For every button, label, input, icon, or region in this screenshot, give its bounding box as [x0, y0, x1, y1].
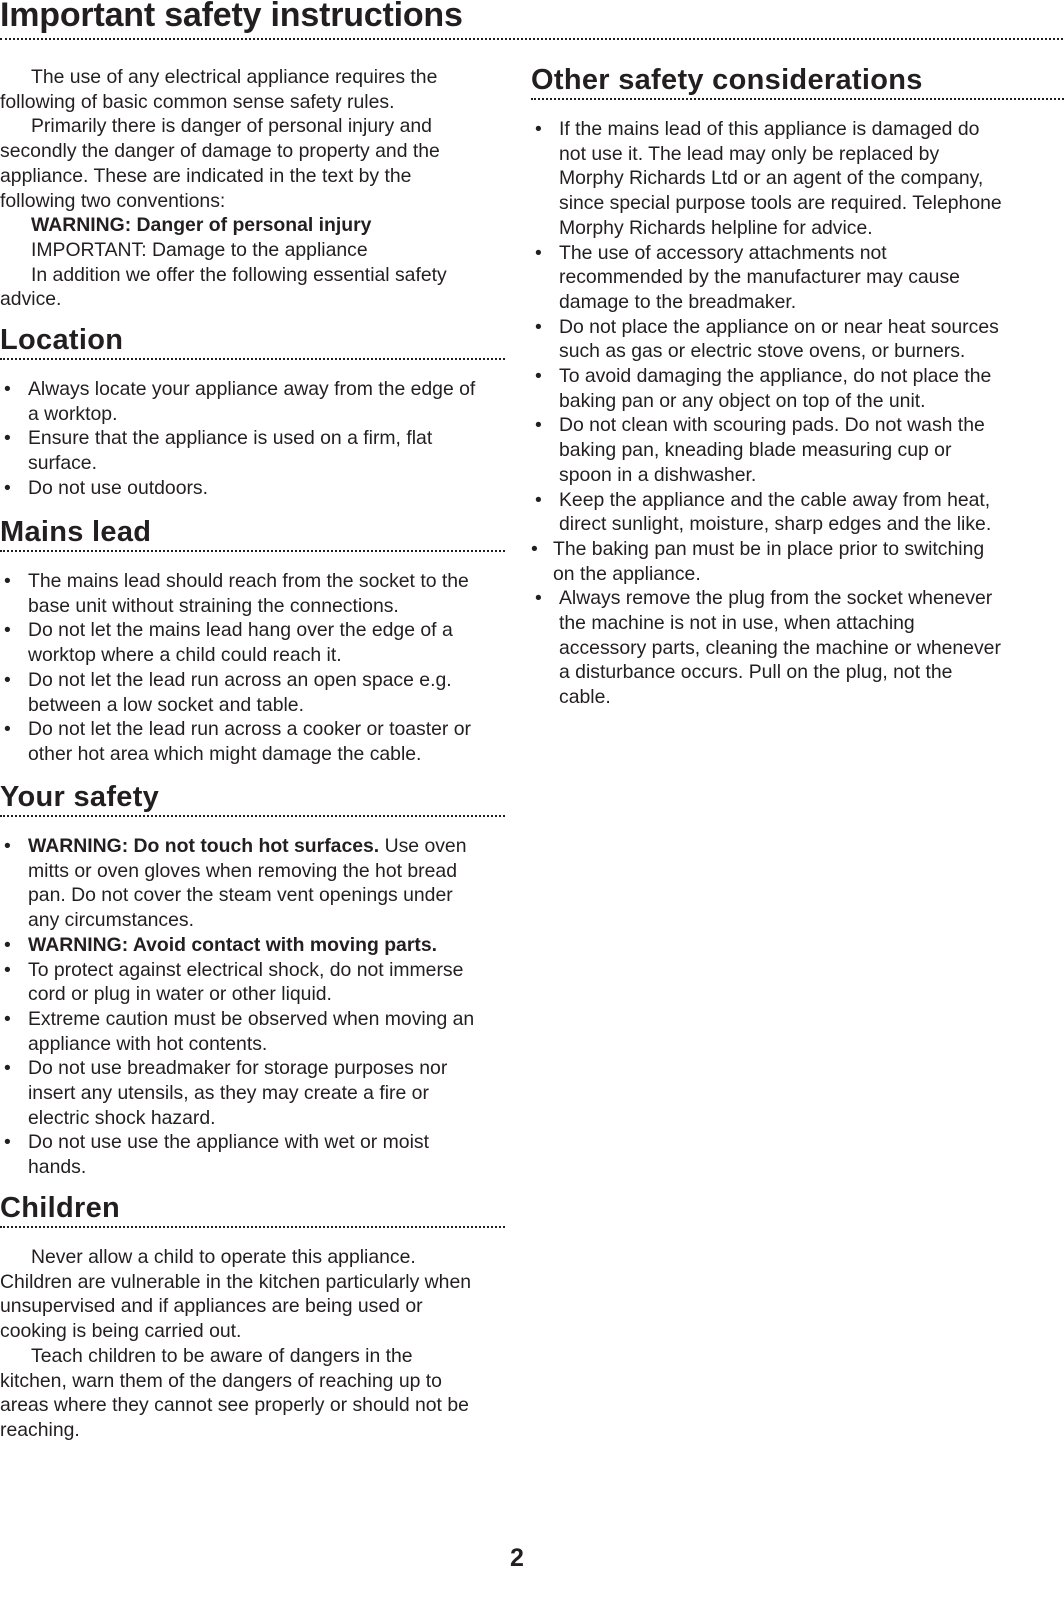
children-section [0, 1191, 505, 1443]
list-item-text: Always locate your appliance away from the edge of a worktop. [28, 378, 476, 425]
section-divider [0, 358, 505, 360]
section-heading: Mains lead [0, 516, 152, 548]
list-item-text: Do not let the lead run across a cooker or toaster or other hot area which might damage the cable. [28, 718, 471, 765]
list-item [0, 1130, 505, 1179]
other-safety-section [531, 63, 1064, 710]
list-item-text: Do not use use the appliance with wet or moist hands. [28, 1131, 429, 1179]
bullet: • [4, 1057, 11, 1080]
children-text [0, 1245, 505, 1443]
section-heading: Other safety considerations [531, 64, 923, 96]
bullet: • [535, 488, 542, 511]
your-safety-list [0, 834, 505, 1180]
list-item-text: Always remove the plug from the socket whenever the machine is not in use, when attaching accessory parts, cleaning the machine or whenever a disturbance occurs. Pull on the plug, not the cable. [559, 587, 1001, 709]
other-safety-list [531, 117, 1064, 710]
list-item [531, 364, 1064, 413]
list-item-text: Extreme caution must be observed when moving an appliance with hot contents. [28, 1007, 475, 1055]
list-item [531, 117, 1064, 241]
your-safety-section [0, 780, 505, 1180]
list-item [0, 834, 505, 933]
bullet: • [4, 570, 11, 592]
page-title: Important safety instructions [0, 0, 463, 34]
bullet: • [4, 958, 11, 981]
list-item [531, 586, 1064, 710]
list-item-text: The baking pan must be in place prior to switching on the appliance. [553, 537, 985, 585]
section-heading: Your safety [0, 781, 160, 813]
list-item-text: The use of accessory attachments not recommended by the manufacturer may cause damage to the breadmaker. [559, 241, 960, 313]
bullet: • [4, 933, 11, 956]
intro-paragraph: The use of any electrical appliance requires the following of basic common sense safety rules. [0, 66, 438, 113]
list-item [0, 668, 505, 717]
list-item [0, 426, 505, 475]
bullet: • [4, 619, 11, 642]
bullet: • [4, 378, 11, 400]
bullet: • [535, 587, 542, 610]
list-item-text: To protect against electrical shock, do not immerse cord or plug in water or other liquid. [28, 958, 464, 1006]
intro-section [0, 65, 505, 312]
section-divider [0, 815, 505, 817]
bullet: • [531, 537, 538, 560]
bullet: • [4, 835, 11, 857]
bullet: • [535, 118, 542, 140]
list-item-text: Do not place the appliance on or near heat sources such as gas or electric stove ovens, or burners. [559, 315, 999, 363]
list-item [531, 488, 1064, 537]
bullet: • [535, 365, 542, 388]
children-paragraph: Teach children to be aware of dangers in the kitchen, warn them of the dangers of reaching up to areas where they cannot see properly or should not be reaching. [0, 1344, 469, 1441]
warning-convention-text: WARNING: Danger of personal injury [31, 214, 372, 237]
list-item [0, 717, 505, 766]
section-divider [0, 1226, 505, 1228]
bullet: • [535, 414, 542, 437]
bullet: • [4, 1007, 11, 1030]
intro-paragraph: Primarily there is danger of personal injury and secondly the danger of damage to property and the appliance. These are indicated in the text by the following two conventions: [0, 115, 440, 212]
bullet: • [4, 1131, 11, 1154]
warning-text: WARNING: Do not touch hot surfaces. [28, 835, 380, 857]
section-divider [0, 550, 505, 552]
section-heading: Children [0, 1192, 121, 1224]
list-item [531, 537, 1064, 586]
list-item [531, 413, 1064, 487]
mains-lead-section [0, 515, 505, 767]
list-item [0, 569, 505, 618]
children-paragraph: Never allow a child to operate this appliance. Children are vulnerable in the kitchen particularly when unsupervised and if appliances are being used or cooking is being carried out. [0, 1246, 472, 1343]
warning-text: WARNING: Avoid contact with moving parts. [28, 933, 438, 956]
list-item [0, 958, 505, 1007]
list-item [0, 476, 505, 501]
list-item-text: Keep the appliance and the cable away from heat, direct sunlight, moisture, sharp edges and the like. [559, 488, 992, 536]
title-divider [0, 38, 1063, 40]
section-divider [531, 98, 1064, 100]
list-item-text: Do not let the mains lead hang over the edge of a worktop where a child could reach it. [28, 619, 453, 667]
warning-convention [0, 213, 505, 238]
bullet: • [4, 427, 11, 450]
list-item-text: If the mains lead of this appliance is damaged do not use it. The lead may only be replaced by Morphy Richards Ltd or an agent of the company, since special purpose tools are required. Telephone Morphy Richards helpline for advice. [559, 118, 1002, 239]
list-item-text: The mains lead should reach from the socket to the base unit without straining the connections. [28, 570, 469, 617]
bullet: • [535, 241, 542, 264]
location-list [0, 377, 505, 501]
list-item [531, 241, 1064, 315]
list-item [0, 618, 505, 667]
section-heading: Location [0, 324, 124, 356]
list-item [0, 1056, 505, 1130]
mains-lead-list [0, 569, 505, 767]
bullet: • [535, 315, 542, 338]
list-item-text: Do not clean with scouring pads. Do not wash the baking pan, kneading blade measuring cup or spoon in a dishwasher. [559, 414, 985, 486]
list-item [0, 1007, 505, 1056]
list-item-text: To avoid damaging the appliance, do not place the baking pan or any object on top of the unit. [559, 365, 992, 412]
list-item-text: Do not use breadmaker for storage purposes nor insert any utensils, as they may create a fire or electric shock hazard. [28, 1057, 448, 1129]
important-convention: IMPORTANT: Damage to the appliance [31, 238, 368, 261]
list-item-text: Do not let the lead run across an open space e.g. between a low socket and table. [28, 668, 452, 716]
bullet: • [4, 668, 11, 691]
list-item-text: Use oven mitts or oven gloves when removing the hot bread pan. Do not cover the steam vent openings under any circumstances. [28, 835, 467, 932]
list-item-text: Do not use outdoors. [28, 476, 209, 499]
list-item [531, 315, 1064, 364]
list-item-text: Ensure that the appliance is used on a firm, flat surface. [28, 427, 433, 475]
page-number: 2 [510, 1544, 524, 1572]
bullet: • [4, 718, 11, 741]
list-item [0, 933, 505, 958]
bullet: • [4, 476, 11, 499]
intro-paragraph: In addition we offer the following essential safety advice. [0, 263, 447, 311]
location-section [0, 323, 505, 501]
list-item [0, 377, 505, 426]
